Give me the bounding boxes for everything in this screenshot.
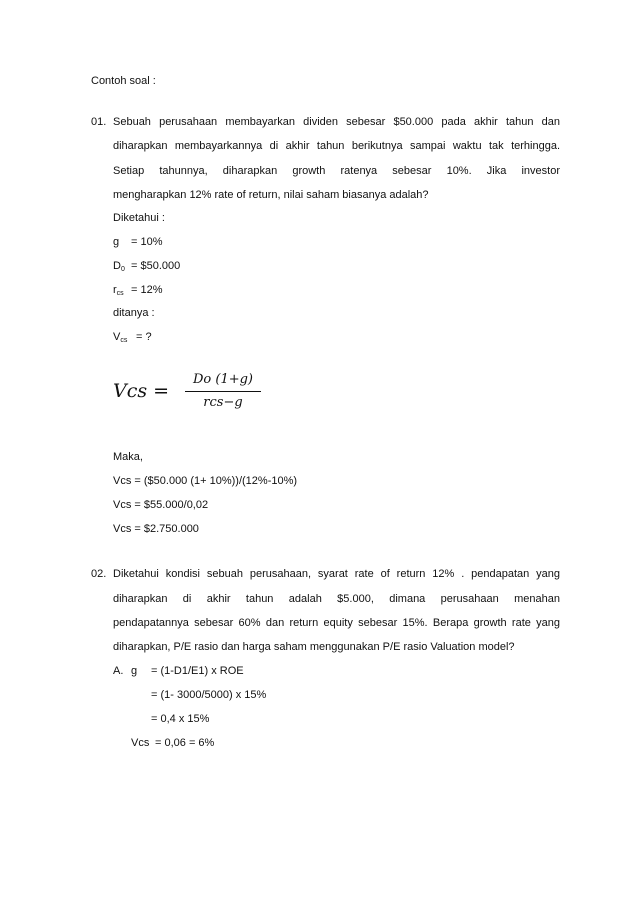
q2-text-line-1: Diketahui kondisi sebuah perusahaan, syarat rate of return 12% . pendapatan yang [113,568,560,580]
given-g-value: = 10% [131,236,163,248]
q2-text-line-4: diharapkan, P/E rasio dan harga saham menggunakan P/E rasio Valuation model? [113,641,515,653]
q1-text-line-3: Setiap tahunnya, diharapkan growth ratenya sebesar 10%. Jika investor [113,165,560,177]
part-a-result-symbol: Vcs [131,737,150,749]
given-g-symbol: g [113,236,120,248]
formula-numerator: Do (1+g) [192,372,253,387]
q1-number: 01. [91,116,107,128]
q2-number: 02. [91,568,107,580]
q1-text-line-1: Sebuah perusahaan membayarkan dividen sebesar $50.000 pada akhir tahun dan [113,116,560,128]
part-a-row-2: = (1- 3000/5000) x 15% [151,689,267,701]
q2-text-line-2: diharapkan di akhir tahun adalah $5.000, dimana perusahaan menahan [113,593,560,605]
q1-diketahui-label: Diketahui : [113,212,165,224]
q1-text-line-2: diharapkan membayarkannya di akhir tahun berikutnya sampai waktu tak terhingga. [113,140,560,152]
part-a-label: A. [113,665,124,677]
given-d0-value: = $50.000 [131,260,181,272]
formula-denominator: rcs−g [203,395,243,410]
q1-step-1: Vcs = ($50.000 (1+ 10%))/(12%-10%) [113,475,298,487]
ask-vcs-symbol: $V_{cs}$ [113,331,128,344]
q1-text-line-4: mengharapkan 12% rate of return, nilai saham biasanya adalah? [113,189,429,201]
heading: Contoh soal : [91,75,156,87]
q1-ditanya-label: ditanya : [113,307,155,319]
formula-lhs: Vcs = [113,380,170,402]
fraction-bar [185,391,261,392]
part-a-result-value: = 0,06 = 6% [155,737,215,749]
q2-text-line-3: pendapatannya sebesar 60% dan return equity sebesar 15%. Berapa growth rate yang [113,617,560,629]
q1-maka-label: Maka, [113,451,143,463]
q1-step-3: Vcs = $2.750.000 [113,523,199,535]
ask-vcs-value: = ? [136,331,152,343]
given-rcs-value: = 12% [131,284,163,296]
given-d0-symbol: $D_0$ [113,260,125,273]
part-a-row-3: = 0,4 x 15% [151,713,210,725]
part-a-symbol: g [131,665,138,677]
q1-step-2: Vcs = $55.000/0,02 [113,499,209,511]
given-rcs-symbol: $r_{cs}$ [113,284,124,297]
vcs-formula [113,372,273,420]
part-a-row-1: = (1-D1/E1) x ROE [151,665,244,677]
